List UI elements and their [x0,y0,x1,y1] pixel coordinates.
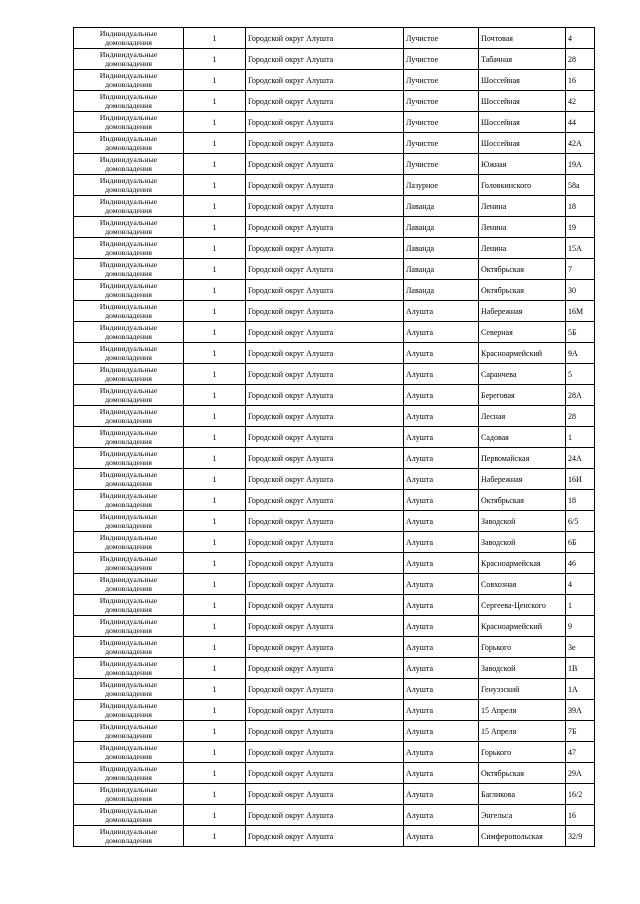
table-row [74,448,595,469]
cell-street: Красноармейская [479,553,566,574]
cell-house-number: 16 [566,70,595,91]
cell-building-type: Индивидуальные домовладения [74,427,184,448]
cell-count: 1 [184,301,246,322]
cell-count: 1 [184,616,246,637]
cell-settlement: Алушта [404,343,479,364]
cell-street: Красноармейский [479,343,566,364]
cell-house-number: 9 [566,616,595,637]
cell-district: Городской округ Алушта [246,217,404,238]
cell-count: 1 [184,763,246,784]
cell-district: Городской округ Алушта [246,742,404,763]
cell-settlement: Лаванда [404,217,479,238]
table-row [74,112,595,133]
cell-settlement: Алушта [404,406,479,427]
cell-street: Первомайская [479,448,566,469]
cell-street: Багликова [479,784,566,805]
cell-count: 1 [184,826,246,847]
cell-settlement: Лучистое [404,28,479,49]
table-row [74,742,595,763]
table-row [74,826,595,847]
cell-district: Городской округ Алушта [246,679,404,700]
cell-count: 1 [184,721,246,742]
cell-count: 1 [184,490,246,511]
cell-count: 1 [184,28,246,49]
cell-building-type: Индивидуальные домовладения [74,28,184,49]
cell-settlement: Алушта [404,469,479,490]
cell-settlement: Лучистое [404,91,479,112]
cell-district: Городской округ Алушта [246,532,404,553]
cell-count: 1 [184,154,246,175]
cell-street: Садовая [479,427,566,448]
cell-house-number: 1 [566,427,595,448]
cell-building-type: Индивидуальные домовладения [74,259,184,280]
table-row [74,490,595,511]
cell-district: Городской округ Алушта [246,511,404,532]
cell-settlement: Алушта [404,490,479,511]
cell-building-type: Индивидуальные домовладения [74,658,184,679]
cell-building-type: Индивидуальные домовладения [74,448,184,469]
cell-house-number: 3е [566,637,595,658]
cell-count: 1 [184,574,246,595]
cell-district: Городской округ Алушта [246,70,404,91]
cell-district: Городской округ Алушта [246,406,404,427]
table-row [74,616,595,637]
cell-house-number: 19 [566,217,595,238]
cell-building-type: Индивидуальные домовладения [74,280,184,301]
cell-house-number: 5Б [566,322,595,343]
cell-district: Городской округ Алушта [246,49,404,70]
cell-count: 1 [184,658,246,679]
cell-street: Южная [479,154,566,175]
table-row [74,763,595,784]
housing-table [73,27,595,847]
cell-building-type: Индивидуальные домовладения [74,406,184,427]
cell-count: 1 [184,133,246,154]
table-row [74,406,595,427]
cell-count: 1 [184,784,246,805]
cell-settlement: Алушта [404,658,479,679]
cell-settlement: Лучистое [404,70,479,91]
cell-street: Шоссейная [479,91,566,112]
cell-street: Лесная [479,406,566,427]
cell-street: Сергеева-Ценского [479,595,566,616]
cell-building-type: Индивидуальные домовладения [74,70,184,91]
cell-house-number: 42А [566,133,595,154]
cell-count: 1 [184,595,246,616]
table-row [74,133,595,154]
cell-count: 1 [184,175,246,196]
cell-building-type: Индивидуальные домовладения [74,532,184,553]
cell-settlement: Алушта [404,826,479,847]
cell-street: Почтовая [479,28,566,49]
cell-district: Городской округ Алушта [246,616,404,637]
table-row [74,280,595,301]
cell-district: Городской округ Алушта [246,700,404,721]
cell-building-type: Индивидуальные домовладения [74,196,184,217]
table-row [74,70,595,91]
cell-house-number: 58а [566,175,595,196]
table-row [74,91,595,112]
cell-house-number: 30 [566,280,595,301]
cell-street: Октябрьская [479,259,566,280]
table-row [74,322,595,343]
cell-street: Шоссейная [479,133,566,154]
cell-settlement: Алушта [404,721,479,742]
cell-count: 1 [184,679,246,700]
table-row [74,805,595,826]
cell-district: Городской округ Алушта [246,805,404,826]
cell-settlement: Алушта [404,805,479,826]
cell-building-type: Индивидуальные домовладения [74,490,184,511]
cell-street: Северная [479,322,566,343]
cell-house-number: 18 [566,490,595,511]
table-row [74,427,595,448]
cell-district: Городской округ Алушта [246,385,404,406]
cell-building-type: Индивидуальные домовладения [74,154,184,175]
cell-building-type: Индивидуальные домовладения [74,238,184,259]
cell-building-type: Индивидуальные домовладения [74,763,184,784]
cell-count: 1 [184,448,246,469]
cell-district: Городской округ Алушта [246,553,404,574]
cell-house-number: 4 [566,28,595,49]
cell-settlement: Алушта [404,595,479,616]
cell-settlement: Алушта [404,532,479,553]
table-row [74,196,595,217]
table-row [74,28,595,49]
cell-settlement: Алушта [404,385,479,406]
cell-district: Городской округ Алушта [246,238,404,259]
cell-street: Набережная [479,301,566,322]
cell-settlement: Алушта [404,574,479,595]
cell-count: 1 [184,427,246,448]
table-row [74,658,595,679]
cell-count: 1 [184,91,246,112]
cell-building-type: Индивидуальные домовладения [74,364,184,385]
cell-house-number: 39А [566,700,595,721]
cell-house-number: 5 [566,364,595,385]
cell-building-type: Индивидуальные домовладения [74,637,184,658]
table-row [74,532,595,553]
cell-count: 1 [184,343,246,364]
cell-street: Ленина [479,238,566,259]
cell-house-number: 47 [566,742,595,763]
cell-count: 1 [184,511,246,532]
cell-count: 1 [184,700,246,721]
cell-street: Заводской [479,532,566,553]
cell-street: Красноармейский [479,616,566,637]
cell-street: Энгельса [479,805,566,826]
cell-district: Городской округ Алушта [246,322,404,343]
cell-house-number: 7 [566,259,595,280]
table-row [74,574,595,595]
cell-district: Городской округ Алушта [246,364,404,385]
cell-district: Городской округ Алушта [246,574,404,595]
cell-street: Заводской [479,658,566,679]
table-row [74,175,595,196]
cell-building-type: Индивидуальные домовладения [74,175,184,196]
cell-building-type: Индивидуальные домовладения [74,322,184,343]
cell-house-number: 28 [566,49,595,70]
cell-settlement: Алушта [404,511,479,532]
cell-count: 1 [184,406,246,427]
cell-settlement: Алушта [404,742,479,763]
cell-count: 1 [184,70,246,91]
cell-street: Октябрьская [479,763,566,784]
cell-settlement: Алушта [404,679,479,700]
cell-count: 1 [184,364,246,385]
table-row [74,637,595,658]
cell-settlement: Алушта [404,553,479,574]
cell-settlement: Алушта [404,448,479,469]
cell-street: Набережная [479,469,566,490]
cell-district: Городской округ Алушта [246,343,404,364]
table-row [74,301,595,322]
cell-settlement: Алушта [404,301,479,322]
cell-building-type: Индивидуальные домовладения [74,112,184,133]
cell-district: Городской округ Алушта [246,196,404,217]
cell-street: Шоссейная [479,70,566,91]
cell-house-number: 16/2 [566,784,595,805]
cell-building-type: Индивидуальные домовладения [74,742,184,763]
cell-house-number: 16 [566,805,595,826]
cell-building-type: Индивидуальные домовладения [74,553,184,574]
cell-street: Горького [479,637,566,658]
table-row [74,721,595,742]
table-row [74,364,595,385]
cell-district: Городской округ Алушта [246,112,404,133]
cell-house-number: 44 [566,112,595,133]
cell-count: 1 [184,322,246,343]
cell-building-type: Индивидуальные домовладения [74,721,184,742]
cell-district: Городской округ Алушта [246,784,404,805]
cell-settlement: Лаванда [404,196,479,217]
cell-building-type: Индивидуальные домовладения [74,49,184,70]
cell-district: Городской округ Алушта [246,133,404,154]
cell-count: 1 [184,280,246,301]
table-row [74,679,595,700]
cell-district: Городской округ Алушта [246,301,404,322]
cell-street: Горького [479,742,566,763]
table-row [74,259,595,280]
cell-district: Городской округ Алушта [246,469,404,490]
table-row [74,238,595,259]
cell-district: Городской округ Алушта [246,259,404,280]
cell-house-number: 15А [566,238,595,259]
cell-count: 1 [184,742,246,763]
cell-street: Ленина [479,217,566,238]
cell-district: Городской округ Алушта [246,637,404,658]
cell-building-type: Индивидуальные домовладения [74,679,184,700]
cell-district: Городской округ Алушта [246,91,404,112]
cell-building-type: Индивидуальные домовладения [74,805,184,826]
cell-building-type: Индивидуальные домовладения [74,595,184,616]
table-row [74,343,595,364]
table-row [74,49,595,70]
cell-settlement: Лучистое [404,49,479,70]
cell-settlement: Лаванда [404,280,479,301]
table-row [74,595,595,616]
cell-settlement: Алушта [404,616,479,637]
cell-house-number: 1А [566,679,595,700]
cell-district: Городской округ Алушта [246,154,404,175]
cell-building-type: Индивидуальные домовладения [74,385,184,406]
table-row [74,469,595,490]
cell-house-number: 19А [566,154,595,175]
cell-street: Табачная [479,49,566,70]
cell-settlement: Алушта [404,700,479,721]
cell-street: Головкинского [479,175,566,196]
cell-count: 1 [184,637,246,658]
cell-street: Шоссейная [479,112,566,133]
cell-house-number: 28А [566,385,595,406]
cell-district: Городской округ Алушта [246,721,404,742]
cell-house-number: 46 [566,553,595,574]
cell-street: Октябрьская [479,280,566,301]
cell-count: 1 [184,112,246,133]
cell-settlement: Алушта [404,364,479,385]
cell-building-type: Индивидуальные домовладения [74,343,184,364]
cell-house-number: 9А [566,343,595,364]
cell-house-number: 7Б [566,721,595,742]
cell-district: Городской округ Алушта [246,826,404,847]
cell-settlement: Лаванда [404,259,479,280]
cell-count: 1 [184,196,246,217]
cell-building-type: Индивидуальные домовладения [74,616,184,637]
cell-count: 1 [184,805,246,826]
cell-house-number: 24А [566,448,595,469]
cell-house-number: 28 [566,406,595,427]
cell-house-number: 1В [566,658,595,679]
cell-building-type: Индивидуальные домовладения [74,784,184,805]
cell-settlement: Лучистое [404,154,479,175]
cell-house-number: 6Б [566,532,595,553]
cell-street: Совхозная [479,574,566,595]
cell-building-type: Индивидуальные домовладения [74,700,184,721]
table-row [74,385,595,406]
table-body [74,28,595,847]
cell-settlement: Алушта [404,784,479,805]
cell-street: 15 Апреля [479,721,566,742]
cell-count: 1 [184,259,246,280]
table-row [74,154,595,175]
cell-settlement: Алушта [404,637,479,658]
cell-street: Береговая [479,385,566,406]
cell-house-number: 16М [566,301,595,322]
cell-district: Городской округ Алушта [246,427,404,448]
cell-settlement: Лучистое [404,112,479,133]
cell-house-number: 18 [566,196,595,217]
cell-count: 1 [184,238,246,259]
table-row [74,553,595,574]
cell-count: 1 [184,553,246,574]
cell-street: 15 Апреля [479,700,566,721]
cell-count: 1 [184,469,246,490]
cell-count: 1 [184,217,246,238]
cell-house-number: 42 [566,91,595,112]
cell-count: 1 [184,385,246,406]
cell-street: Октябрьская [479,490,566,511]
cell-settlement: Лучистое [404,133,479,154]
cell-street: Ленина [479,196,566,217]
cell-settlement: Лаванда [404,238,479,259]
cell-district: Городской округ Алушта [246,280,404,301]
table-row [74,700,595,721]
cell-building-type: Индивидуальные домовладения [74,826,184,847]
cell-district: Городской округ Алушта [246,448,404,469]
cell-district: Городской округ Алушта [246,658,404,679]
cell-district: Городской округ Алушта [246,763,404,784]
cell-building-type: Индивидуальные домовладения [74,133,184,154]
cell-settlement: Алушта [404,322,479,343]
table-row [74,511,595,532]
table-row [74,217,595,238]
cell-count: 1 [184,49,246,70]
cell-district: Городской округ Алушта [246,595,404,616]
cell-district: Городской округ Алушта [246,175,404,196]
cell-building-type: Индивидуальные домовладения [74,217,184,238]
cell-street: Саранчева [479,364,566,385]
cell-house-number: 32/9 [566,826,595,847]
cell-house-number: 1 [566,595,595,616]
cell-building-type: Индивидуальные домовладения [74,301,184,322]
cell-street: Генуэзский [479,679,566,700]
cell-district: Городской округ Алушта [246,28,404,49]
cell-house-number: 6/5 [566,511,595,532]
cell-house-number: 29А [566,763,595,784]
cell-building-type: Индивидуальные домовладения [74,91,184,112]
cell-settlement: Лазурное [404,175,479,196]
cell-building-type: Индивидуальные домовладения [74,574,184,595]
cell-street: Симферопольская [479,826,566,847]
cell-building-type: Индивидуальные домовладения [74,511,184,532]
cell-settlement: Алушта [404,427,479,448]
cell-district: Городской округ Алушта [246,490,404,511]
cell-street: Заводской [479,511,566,532]
cell-house-number: 4 [566,574,595,595]
cell-settlement: Алушта [404,763,479,784]
table-row [74,784,595,805]
cell-building-type: Индивидуальные домовладения [74,469,184,490]
cell-house-number: 16И [566,469,595,490]
cell-count: 1 [184,532,246,553]
